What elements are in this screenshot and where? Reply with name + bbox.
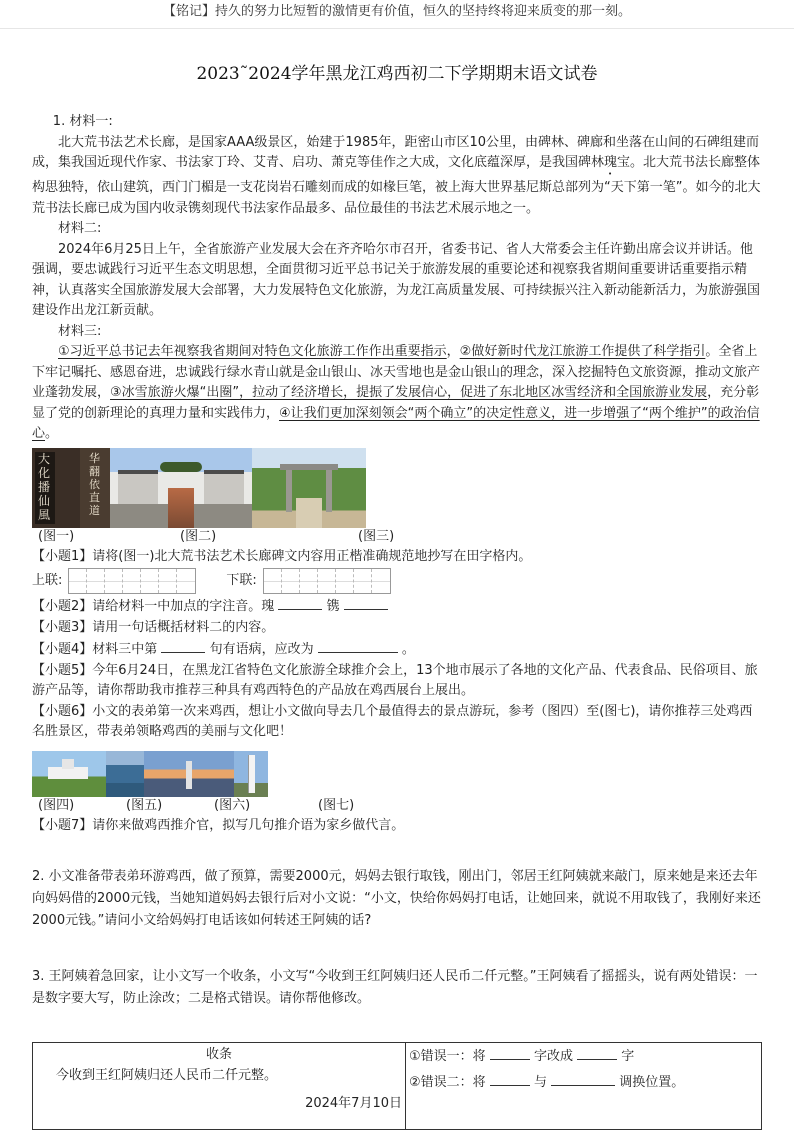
error-2: ②错误二：将 与 调换位置。: [409, 1071, 758, 1094]
receipt-heading: 收条: [205, 1047, 232, 1062]
page-title: 2023˜2024学年黑龙江鸡西初二下学期期末语文试卷: [196, 64, 598, 84]
stone-gate-image: [252, 448, 366, 528]
subquestion-6: 【小题6】小文的表弟第一次来鸡西，想让小文做向导去几个最值得去的景点游玩，参考（图四）至(图七)，请你推荐三处鸡西名胜景区，带表弟领略鸡西的美丽与文化吧！: [32, 703, 753, 739]
question-1-heading: 1. 材料一:: [52, 114, 113, 129]
caption-row-1: [32, 528, 762, 546]
sentence-2: ②做好新时代龙江旅游工作提供了科学指引: [459, 344, 706, 359]
material-2-heading: 材料二:: [58, 221, 102, 236]
subquestion-3: 【小题3】请用一句话概括材料二的内容。: [32, 619, 275, 635]
error2-blank-b[interactable]: [551, 1071, 615, 1086]
error1-blank-b[interactable]: [577, 1045, 617, 1060]
subquestion-7: 【小题7】请你来做鸡西推介官，拟写几句推介语为家乡做代言。: [32, 817, 405, 833]
xialian-grid[interactable]: [263, 568, 391, 594]
receipt-cell: [33, 1043, 406, 1130]
answer-blank-4[interactable]: [318, 638, 398, 653]
error2-blank-a[interactable]: [490, 1071, 530, 1086]
caption-row-2: [32, 797, 762, 815]
calligraphy-image: [32, 448, 80, 528]
motto-banner: 【铭记】持久的努力比短暂的激情更有价值，恒久的坚持终将迎来质变的那一刻。: [0, 0, 794, 29]
sentence-4: ④让我们更加深刻领会“两个确立”的决定性意义，进一步增强了“两个维护”的政治信心: [32, 405, 760, 441]
error1-blank-a[interactable]: [490, 1045, 530, 1060]
shanglian-grid[interactable]: [68, 568, 196, 594]
calligraphy-text-2: 华翻 依直道: [89, 451, 100, 517]
sentence-1: ①习近平总书记去年视察我省期间对特色文化旅游工作作出重要指示: [58, 344, 447, 359]
material-3-heading: 材料三:: [58, 323, 102, 339]
receipt-date: 2024年7月10日: [305, 1096, 402, 1111]
error-1: ①错误一：将 字改成 字: [409, 1045, 758, 1068]
subquestion-1: 【小题1】请将(图一)北大荒书法艺术长廊碑文内容用正楷准确规范地抄写在田字格内。: [32, 548, 532, 564]
caption-fig5: (图五): [126, 797, 163, 813]
mountain-lake-image: [106, 751, 144, 797]
image-row-1: [32, 448, 762, 528]
stele-corridor-image: [110, 448, 252, 528]
exam-content: [32, 112, 762, 1010]
errors-cell: [406, 1043, 762, 1130]
building-image: [32, 751, 106, 797]
image-row-2: [32, 751, 762, 797]
caption-fig2: (图二): [180, 528, 217, 544]
dotted-char: 瑰: [604, 155, 618, 170]
subquestion-5: 【小题5】今年6月24日，在黑龙江省特色文化旅游全球推介会上，13个地市展示了各地的文化产品、代表食品、民俗项目、旅游产品等，请你帮助我市推荐三种具有鸡西特色的产品放在鸡西展台上展出。: [32, 662, 758, 698]
caption-fig6: (图六): [214, 797, 251, 813]
shanglian-label: 上联:: [32, 572, 63, 588]
caption-fig3: (图三): [358, 528, 395, 544]
receipt-table: [32, 1042, 762, 1130]
material-1: 北大荒书法艺术长廊，是国家AAA级景区，始建于1985年，距密山市区10公里，由碑林、碑廊和坐落在山间的石碑组建而成，集我国近现代作家、书法家丁玲、艾青、启功、萧克等佳作之大成，文化底蕴深厚，是我国碑林瑰宝。北大荒书法长廊整体构思独特，依山建筑，西门门楣是一支花岗岩石雕刻而成的如椽巨笔，被上海大世界基尼斯总部列为“天下第一笔”。如今的北大荒书法长廊已成为国内收录镌刻现代书法家作品最多、品位最佳的书法艺术展示地之一。: [32, 134, 761, 216]
answer-blank-2[interactable]: [344, 595, 388, 610]
answer-blank-1[interactable]: [278, 595, 322, 610]
tower-image: [234, 751, 268, 797]
xialian-label: 下联:: [226, 572, 257, 588]
calligraphy-text-1: 大化播仙風: [38, 451, 51, 522]
question-3: 3. 王阿姨着急回家，让小文写一个收条，小文写“今收到王红阿姨归还人民币二仟元整。”王阿姨看了摇摇头，说有两处错误：一是数字要大写，防止涂改；二是格式错误。请你帮他修改。: [32, 969, 758, 1006]
subquestion-2: 【小题2】请给材料一中加点的字注音。瑰 镌: [32, 595, 762, 618]
lighthouse-sunset-image: [144, 751, 234, 797]
answer-blank-3[interactable]: [161, 638, 205, 653]
caption-fig1: (图一): [38, 528, 75, 544]
question-2: 2. 小文准备带表弟环游鸡西，做了预算，需要2000元，妈妈去银行取钱，刚出门，邻居王红阿姨就来敲门，原来她是来还去年向妈妈借的2000元钱，当她知道妈妈去银行后对小文说：“小文，快给你妈妈打电话，让她回来，就说不用取钱了，我刚好来还2000元钱。”请问小文给妈妈打电话该如何转述王阿姨的话?: [32, 869, 761, 928]
grid-row: [32, 567, 762, 595]
receipt-body: 今收到王红阿姨归还人民币二仟元整。: [56, 1067, 278, 1083]
caption-fig7: (图七): [318, 797, 355, 813]
caption-fig4: (图四): [38, 797, 75, 813]
calligraphy-image-b: [80, 448, 110, 528]
material-3: ①习近平总书记去年视察我省期间对特色文化旅游工作作出重要指示，②做好新时代龙江旅游工作提供了科学指引。全省上下牢记嘱托、感恩奋进，忠诚践行绿水青山就是金山银山、冰天雪地也是金山银山的理念，深入挖掘特色文旅资源，推动文旅产业蓬勃发展，③冰雪旅游火爆“出圈”，拉动了经济增长，提振了发展信心，促进了东北地区冰雪经济和全国旅游业发展，充分彰显了党的创新理论的真理力量和实践伟力，④让我们更加深刻领会“两个确立”的决定性意义，进一步增强了“两个维护”的政治信心。: [32, 344, 761, 441]
sentence-3: ③冰雪旅游火爆“出圈”，拉动了经济增长，提振了发展信心，促进了东北地区冰雪经济和全国旅游业发展: [110, 385, 708, 400]
subquestion-4: 【小题4】材料三中第 句有语病，应改为 。: [32, 638, 762, 661]
material-2: 2024年6月25日上午，全省旅游产业发展大会在齐齐哈尔市召开，省委书记、省人大常委会主任许勤出席会议并讲话。他强调，要忠诚践行习近平生态文明思想，全面贯彻习近平总书记关于旅游发展的重要论述和视察我省期间重要讲话重要指示精神，认真落实全国旅游发展大会部署，大力发展特色文化旅游，为龙江高质量发展、可持续振兴注入新动能新活力，为旅游强国建设作出龙江新贡献。: [32, 241, 761, 318]
